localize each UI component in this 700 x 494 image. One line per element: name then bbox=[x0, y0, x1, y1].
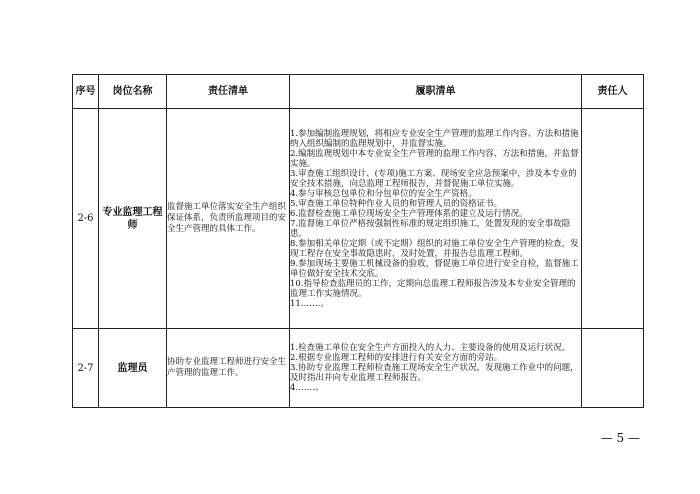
duty-item: 4.……。 bbox=[290, 383, 324, 393]
row-no: 2-6 bbox=[73, 109, 99, 329]
responsibility-table bbox=[72, 74, 644, 408]
row-responsibility: 监督施工单位落实安全生产组织保证体系，负责所监理项目的安全生产管理的具体工作。 bbox=[167, 109, 290, 329]
row-person bbox=[582, 329, 644, 408]
duty-item: 1.参加编制监理规划，将相应专业安全生产管理的监理工作内容、方法和措施纳入组织编制的监理规划中，并监督实施。 bbox=[290, 128, 579, 149]
duty-item: 7.监督施工单位严格按强制性标准的规定组织施工，处置发现的安全事故隐患。 bbox=[290, 218, 571, 239]
table-header-row bbox=[73, 75, 644, 109]
header-duties: 履职清单 bbox=[290, 75, 582, 109]
duty-item: 1.检查施工单位在安全生产方面投入的人力、主要设备的使用及运行状况。 bbox=[290, 343, 571, 353]
header-person: 责任人 bbox=[582, 75, 644, 109]
table-row bbox=[73, 329, 644, 408]
duty-item: 9.参加现场主要施工机械设备的验收，督促施工单位进行安全自检，监督施工单位做好安全技术交底。 bbox=[290, 258, 579, 279]
row-person bbox=[582, 109, 644, 329]
row-position: 专业监理工程师 bbox=[99, 109, 167, 329]
duty-item: 8.参加相关单位定期（或不定期）组织的对施工单位安全生产管理的检查，发现工程存在安全事故隐患时，及时处置，并报告总监理工程师。 bbox=[290, 238, 579, 259]
table-row bbox=[73, 109, 644, 329]
duty-item: 2.编制监理规划中本专业安全生产管理的监理工作内容、方法和措施，并监督实施。 bbox=[290, 148, 579, 169]
row-duties bbox=[290, 329, 582, 408]
row-position: 监理员 bbox=[99, 329, 167, 408]
duty-item: 10.指导检查监理员的工作，定期向总监理工程师报告涉及本专业安全管理的监理工作实施情况。 bbox=[290, 278, 576, 299]
duty-item: 3.审查施工组织设计、(专项)施工方案、现场安全应急预案中，涉及本专业的安全技术措施，向总监理工程师报告，并督促施工单位实施。 bbox=[290, 168, 577, 189]
duty-item: 2.根据专业监理工程师的安排进行有关安全方面的旁站。 bbox=[290, 353, 503, 363]
page-number: — 5 — bbox=[600, 431, 640, 445]
header-no: 序号 bbox=[73, 75, 99, 109]
duty-item: 3.协助专业监理工程师检查施工现场安全生产状况，发现施工作业中的问题，及时指出并向专业监理工程师报告。 bbox=[290, 363, 579, 383]
duty-item: 6.监督检查施工单位现场安全生产管理体系的建立及运行情况。 bbox=[290, 208, 528, 219]
duty-item: 4.参与审核总包单位和分包单位的安全生产资格。 bbox=[290, 188, 477, 199]
header-position: 岗位名称 bbox=[99, 75, 167, 109]
duty-item: 5.审查施工单位特种作业人员的和管理人员的资格证书。 bbox=[290, 198, 503, 209]
row-duties bbox=[290, 109, 582, 329]
duty-item: 11.……。 bbox=[290, 298, 330, 309]
row-no: 2-7 bbox=[73, 329, 99, 408]
row-responsibility: 协助专业监理工程师进行安全生产管理的监理工作。 bbox=[167, 329, 290, 408]
header-responsibility: 责任清单 bbox=[167, 75, 290, 109]
